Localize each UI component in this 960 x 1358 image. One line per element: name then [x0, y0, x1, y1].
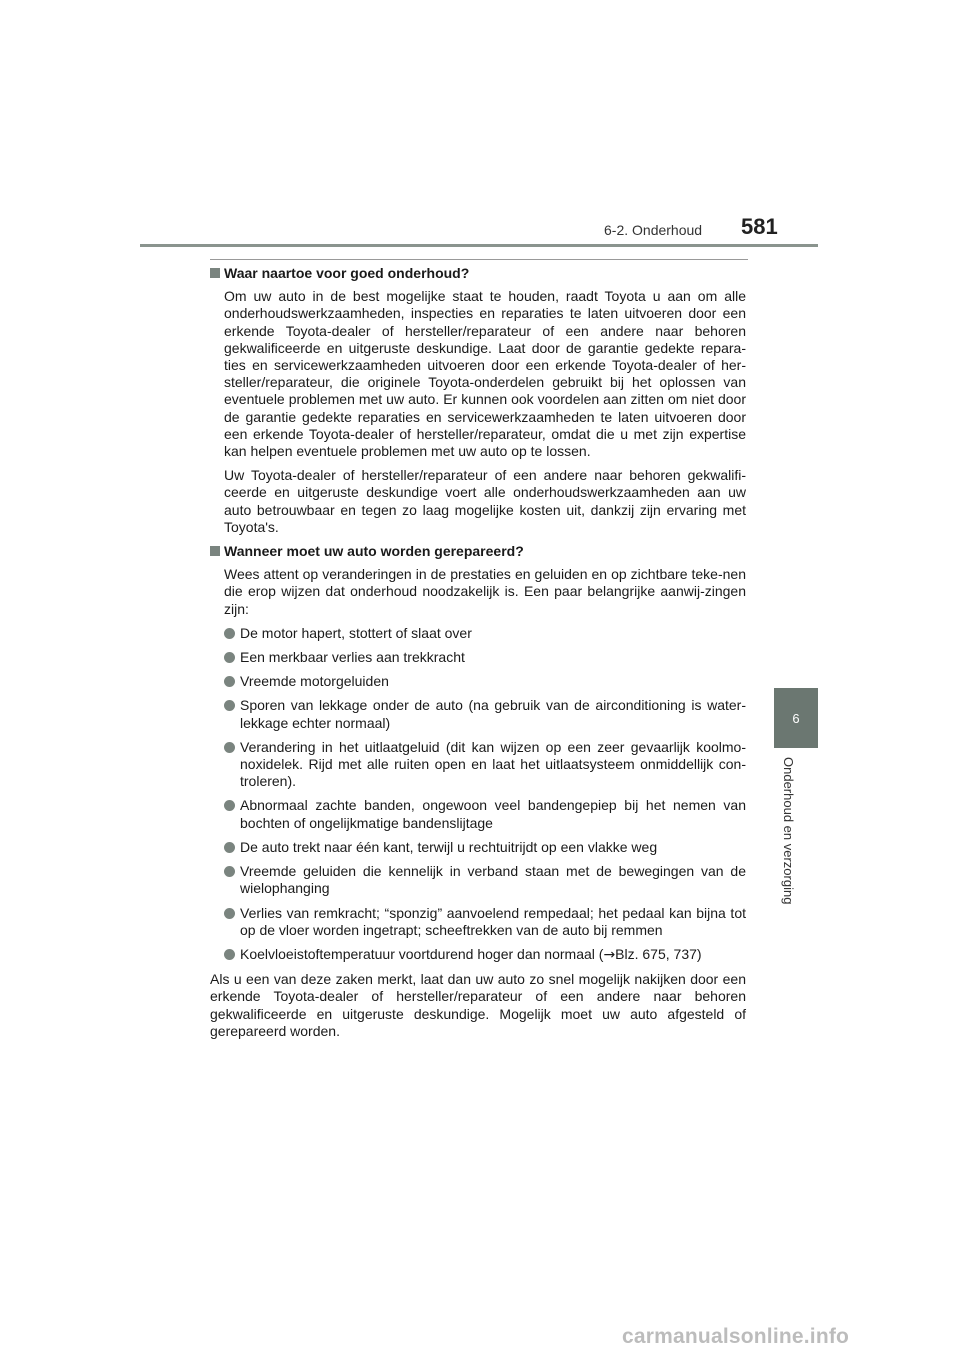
- arrow-right-icon: →: [603, 946, 616, 963]
- page-number: 581: [741, 214, 778, 239]
- round-bullet-icon: [224, 842, 235, 853]
- paragraph: Uw Toyota-dealer of hersteller/reparateur of een andere naar behoren gekwalifi-ceerde en uitgeruste deskundige voert alle onderhoudswerkzaamheden aan uw auto betrouwbaar en tegen zo laag mogelijke kosten uit, dankzij zijn ervaring met Toyota's.: [224, 467, 746, 535]
- header-rule: [140, 244, 818, 247]
- page-reference-link[interactable]: Blz. 675, 737): [615, 945, 702, 962]
- round-bullet-icon: [224, 652, 235, 663]
- symptom-list: [210, 625, 746, 964]
- section-heading-text: Waar naartoe voor goed onderhoud?: [224, 265, 470, 281]
- list-item: De motor hapert, stottert of slaat over: [224, 625, 746, 642]
- list-item: De auto trekt naar één kant, terwijl u rechtuitrijdt op een vlakke weg: [224, 839, 746, 856]
- square-bullet-icon: [210, 546, 220, 556]
- section-heading: [210, 265, 746, 282]
- paragraph: Om uw auto in de best mogelijke staat te houden, raadt Toyota u aan om alle onderhoudswerkzaamheden, inspecties en reparaties te laten uitvoeren door een erkende Toyota-dealer of hersteller/reparateur of een andere naar behoren gekwalificeerde en uitgeruste deskundige. Laat door de garantie gedekte repara-ties en servicewerkzaamheden uitvoeren door een erkende Toyota-dealer of her-steller/reparateur, die originele Toyota-onderdelen gebruikt bij het oplossen van eventuele problemen met uw auto. Er kunnen ook voordelen aan zitten om niet door de garantie gedekte reparaties en servicewerkzaamheden te laten uitvoeren door een erkende Toyota-dealer of hersteller/reparateur, omdat die u met zijn expertise kan helpen eventuele problemen met uw auto op te lossen.: [224, 288, 746, 460]
- list-item: Sporen van lekkage onder de auto (na gebruik van de airconditioning is water-lekkage echter normaal): [224, 697, 746, 731]
- round-bullet-icon: [224, 742, 235, 753]
- list-item: Een merkbaar verlies aan trekkracht: [224, 649, 746, 666]
- round-bullet-icon: [224, 676, 235, 687]
- round-bullet-icon: [224, 700, 235, 711]
- round-bullet-icon: [224, 866, 235, 877]
- list-item: Vreemde motorgeluiden: [224, 673, 746, 690]
- section-heading-text: Wanneer moet uw auto worden gerepareerd?: [224, 543, 524, 560]
- closing-paragraph: Als u een van deze zaken merkt, laat dan uw auto zo snel mogelijk nakijken door een erkende Toyota-dealer of hersteller/reparateur of een andere naar behoren gekwalificeerde en uitgeruste deskundige. Mogelijk moet uw auto afgesteld of gerepareerd worden.: [210, 971, 746, 1039]
- round-bullet-icon: [224, 908, 235, 919]
- list-item: Abnormaal zachte banden, ongewoon veel bandengepiep bij het nemen van bochten of ongelijkmatige bandenslijtage: [224, 797, 746, 831]
- watermark: carmanualsonline.info: [622, 1325, 850, 1348]
- content-top-rule: [210, 259, 748, 260]
- section-heading: [210, 543, 746, 560]
- paragraph: Wees attent op veranderingen in de prestaties en geluiden en op zichtbare teke-nen die erop wijzen dat onderhoud noodzakelijk is. Een paar belangrijke aanwij-zingen zijn:: [224, 566, 746, 617]
- list-item: Verlies van remkracht; “sponzig” aanvoelend rempedaal; het pedaal kan bijna tot op de vloer worden ingetrapt; scheeftrekken van de auto bij remmen: [224, 905, 746, 939]
- square-bullet-icon: [210, 268, 220, 278]
- chapter-number: 6: [792, 710, 800, 726]
- list-item: Koelvloeistoftemperatuur voortdurend hoger dan normaal (→Blz. 675, 737): [224, 946, 746, 964]
- round-bullet-icon: [224, 949, 235, 960]
- list-item: Vreemde geluiden die kennelijk in verband staan met de bewegingen van de wielophanging: [224, 863, 746, 897]
- round-bullet-icon: [224, 800, 235, 811]
- chapter-tab: [774, 688, 818, 748]
- page-content: [210, 265, 746, 1040]
- chapter-label: Onderhoud en verzorging: [781, 757, 796, 905]
- round-bullet-icon: [224, 628, 235, 639]
- header-section-title: 6-2. Onderhoud: [604, 222, 703, 238]
- list-item: Verandering in het uitlaatgeluid (dit kan wijzen op een zeer gevaarlijk koolmo-noxidelek. Rijd met alle ruiten open en laat het uitlaatsysteem onmiddellijk con-troleren).: [224, 739, 746, 791]
